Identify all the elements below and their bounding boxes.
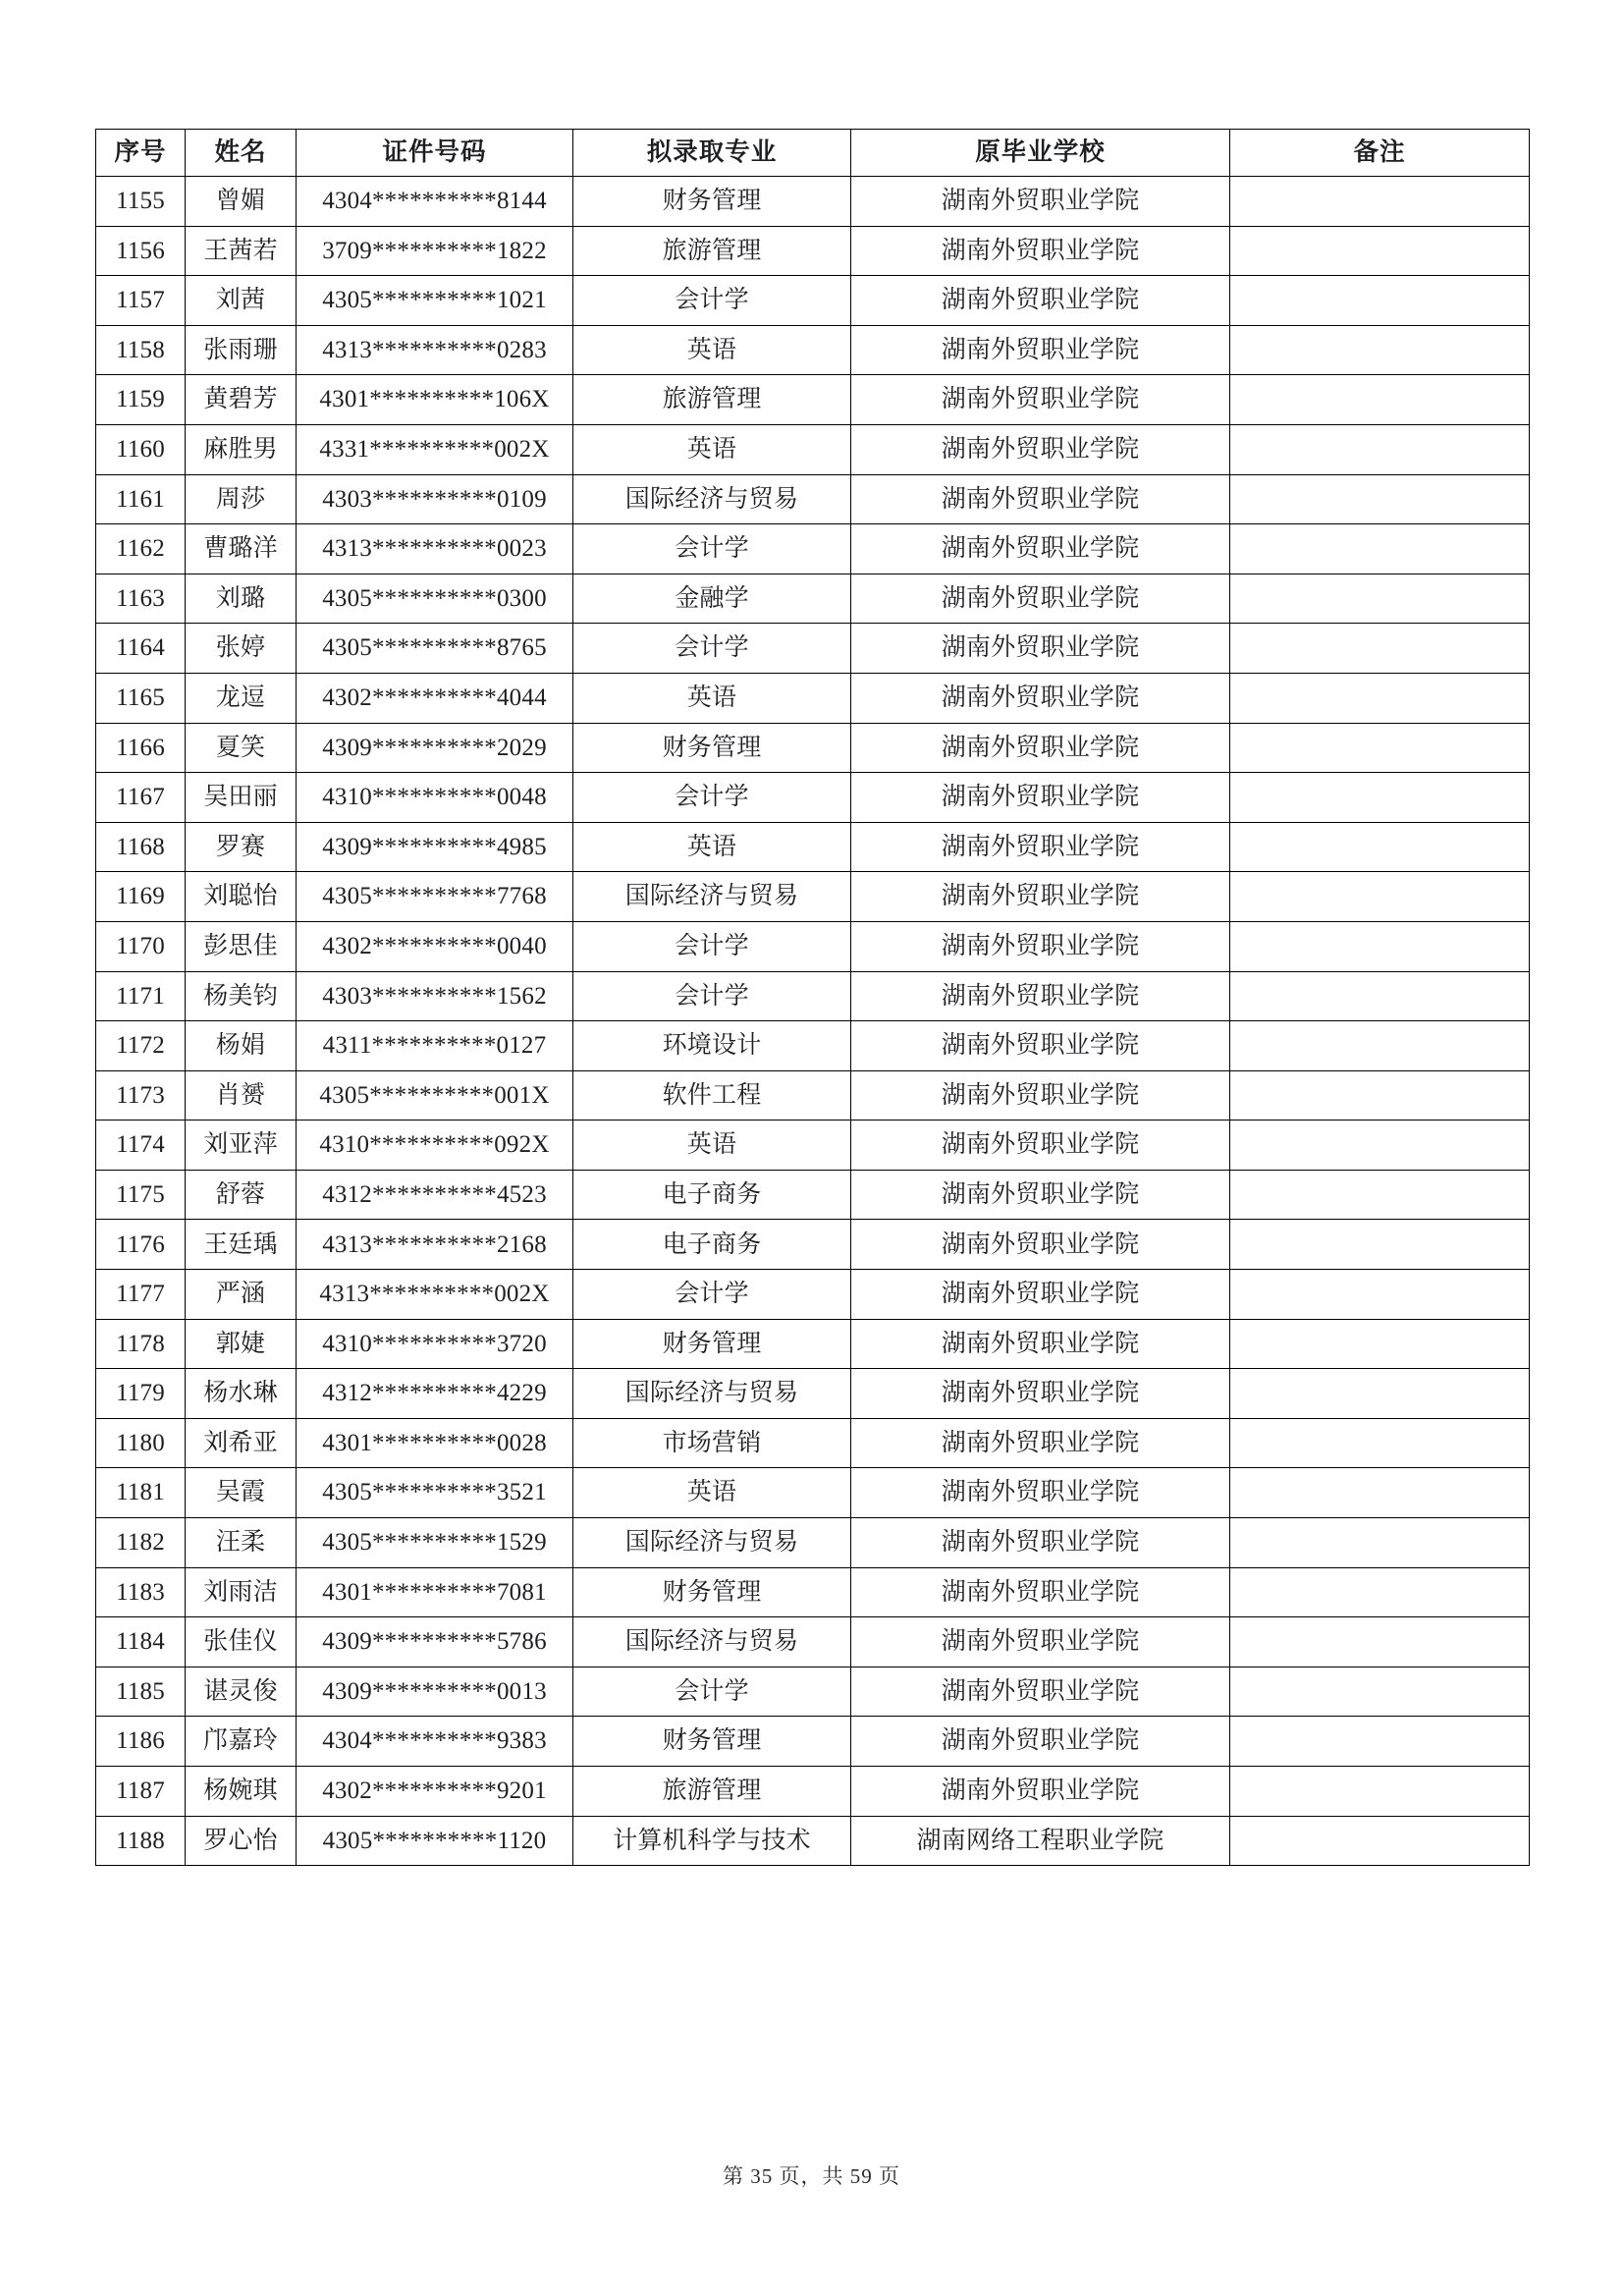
cell-school: 湖南外贸职业学院 — [851, 424, 1230, 474]
cell-remark — [1230, 1170, 1530, 1220]
table-row — [96, 1468, 1530, 1518]
cell-major: 英语 — [573, 1468, 851, 1518]
cell-seq: 1177 — [96, 1270, 186, 1320]
cell-major: 财务管理 — [573, 177, 851, 227]
table-row — [96, 1518, 1530, 1568]
cell-seq: 1182 — [96, 1518, 186, 1568]
cell-remark — [1230, 1767, 1530, 1817]
cell-seq: 1168 — [96, 822, 186, 872]
cell-name: 刘雨洁 — [186, 1567, 297, 1617]
table-row — [96, 424, 1530, 474]
cell-remark — [1230, 1518, 1530, 1568]
cell-name: 罗赛 — [186, 822, 297, 872]
cell-seq: 1165 — [96, 673, 186, 723]
cell-major: 国际经济与贸易 — [573, 1617, 851, 1667]
cell-id: 4310**********3720 — [297, 1319, 573, 1369]
cell-name: 刘茜 — [186, 276, 297, 326]
table-row — [96, 474, 1530, 524]
cell-name: 刘亚萍 — [186, 1121, 297, 1171]
cell-seq: 1157 — [96, 276, 186, 326]
cell-remark — [1230, 723, 1530, 773]
cell-name: 麻胜男 — [186, 424, 297, 474]
roster-table-container — [95, 129, 1529, 1866]
cell-name: 郭婕 — [186, 1319, 297, 1369]
cell-seq: 1188 — [96, 1816, 186, 1866]
cell-seq: 1178 — [96, 1319, 186, 1369]
cell-seq: 1161 — [96, 474, 186, 524]
cell-id: 3709**********1822 — [297, 226, 573, 276]
cell-id: 4305**********1529 — [297, 1518, 573, 1568]
cell-name: 杨婉琪 — [186, 1767, 297, 1817]
table-row — [96, 673, 1530, 723]
cell-id: 4305**********001X — [297, 1070, 573, 1121]
cell-name: 杨水琳 — [186, 1369, 297, 1419]
cell-id: 4311**********0127 — [297, 1021, 573, 1071]
cell-remark — [1230, 1468, 1530, 1518]
cell-id: 4302**********0040 — [297, 921, 573, 971]
cell-major: 国际经济与贸易 — [573, 1369, 851, 1419]
cell-id: 4313**********2168 — [297, 1220, 573, 1270]
cell-seq: 1179 — [96, 1369, 186, 1419]
table-row — [96, 1617, 1530, 1667]
cell-seq: 1171 — [96, 971, 186, 1021]
column-header-id: 证件号码 — [297, 130, 573, 177]
cell-name: 汪柔 — [186, 1518, 297, 1568]
table-row — [96, 325, 1530, 375]
cell-school: 湖南外贸职业学院 — [851, 1319, 1230, 1369]
cell-id: 4301**********0028 — [297, 1418, 573, 1468]
table-row — [96, 276, 1530, 326]
cell-name: 杨美钧 — [186, 971, 297, 1021]
cell-major: 英语 — [573, 325, 851, 375]
table-row — [96, 226, 1530, 276]
cell-major: 会计学 — [573, 1270, 851, 1320]
cell-school: 湖南外贸职业学院 — [851, 1667, 1230, 1717]
cell-id: 4310**********092X — [297, 1121, 573, 1171]
cell-seq: 1173 — [96, 1070, 186, 1121]
cell-school: 湖南外贸职业学院 — [851, 1070, 1230, 1121]
cell-remark — [1230, 474, 1530, 524]
cell-seq: 1172 — [96, 1021, 186, 1071]
cell-seq: 1159 — [96, 375, 186, 425]
table-row — [96, 524, 1530, 574]
cell-name: 黄碧芳 — [186, 375, 297, 425]
cell-seq: 1176 — [96, 1220, 186, 1270]
cell-major: 市场营销 — [573, 1418, 851, 1468]
cell-seq: 1181 — [96, 1468, 186, 1518]
cell-name: 邝嘉玲 — [186, 1717, 297, 1767]
cell-id: 4331**********002X — [297, 424, 573, 474]
cell-remark — [1230, 1567, 1530, 1617]
cell-seq: 1180 — [96, 1418, 186, 1468]
cell-seq: 1164 — [96, 624, 186, 674]
cell-seq: 1170 — [96, 921, 186, 971]
cell-id: 4302**********9201 — [297, 1767, 573, 1817]
cell-id: 4313**********0023 — [297, 524, 573, 574]
cell-id: 4305**********0300 — [297, 574, 573, 624]
cell-major: 英语 — [573, 673, 851, 723]
cell-remark — [1230, 673, 1530, 723]
table-row — [96, 971, 1530, 1021]
cell-remark — [1230, 177, 1530, 227]
cell-school: 湖南外贸职业学院 — [851, 1170, 1230, 1220]
cell-name: 曾媚 — [186, 177, 297, 227]
table-row — [96, 1369, 1530, 1419]
cell-major: 旅游管理 — [573, 375, 851, 425]
cell-school: 湖南外贸职业学院 — [851, 276, 1230, 326]
cell-school: 湖南外贸职业学院 — [851, 872, 1230, 922]
cell-id: 4305**********8765 — [297, 624, 573, 674]
cell-remark — [1230, 1418, 1530, 1468]
cell-school: 湖南外贸职业学院 — [851, 177, 1230, 227]
cell-id: 4313**********002X — [297, 1270, 573, 1320]
cell-id: 4305**********3521 — [297, 1468, 573, 1518]
cell-id: 4301**********106X — [297, 375, 573, 425]
cell-id: 4304**********9383 — [297, 1717, 573, 1767]
cell-major: 财务管理 — [573, 1717, 851, 1767]
cell-school: 湖南外贸职业学院 — [851, 1021, 1230, 1071]
cell-id: 4305**********1021 — [297, 276, 573, 326]
cell-remark — [1230, 1319, 1530, 1369]
cell-school: 湖南外贸职业学院 — [851, 1270, 1230, 1320]
cell-seq: 1163 — [96, 574, 186, 624]
cell-major: 旅游管理 — [573, 226, 851, 276]
cell-school: 湖南外贸职业学院 — [851, 1567, 1230, 1617]
cell-remark — [1230, 624, 1530, 674]
cell-remark — [1230, 574, 1530, 624]
cell-school: 湖南外贸职业学院 — [851, 1220, 1230, 1270]
table-row — [96, 1319, 1530, 1369]
cell-school: 湖南外贸职业学院 — [851, 375, 1230, 425]
cell-remark — [1230, 1667, 1530, 1717]
page-footer-text: 第 35 页，共 59 页 — [723, 2164, 900, 2188]
cell-major: 软件工程 — [573, 1070, 851, 1121]
cell-school: 湖南外贸职业学院 — [851, 325, 1230, 375]
cell-school: 湖南外贸职业学院 — [851, 1369, 1230, 1419]
table-row — [96, 822, 1530, 872]
cell-name: 王茜若 — [186, 226, 297, 276]
cell-id: 4312**********4523 — [297, 1170, 573, 1220]
cell-name: 张婷 — [186, 624, 297, 674]
cell-remark — [1230, 375, 1530, 425]
table-row — [96, 375, 1530, 425]
column-header-name: 姓名 — [186, 130, 297, 177]
cell-seq: 1158 — [96, 325, 186, 375]
cell-school: 湖南外贸职业学院 — [851, 1518, 1230, 1568]
cell-major: 财务管理 — [573, 1319, 851, 1369]
cell-name: 严涵 — [186, 1270, 297, 1320]
cell-major: 英语 — [573, 1121, 851, 1171]
table-row — [96, 872, 1530, 922]
table-row — [96, 624, 1530, 674]
cell-major: 电子商务 — [573, 1220, 851, 1270]
table-row — [96, 1270, 1530, 1320]
table-row — [96, 773, 1530, 823]
cell-name: 曹璐洋 — [186, 524, 297, 574]
table-row — [96, 1021, 1530, 1071]
table-row — [96, 723, 1530, 773]
cell-name: 王廷瑀 — [186, 1220, 297, 1270]
cell-major: 英语 — [573, 424, 851, 474]
cell-school: 湖南外贸职业学院 — [851, 773, 1230, 823]
cell-major: 会计学 — [573, 971, 851, 1021]
cell-school: 湖南外贸职业学院 — [851, 524, 1230, 574]
table-row — [96, 1767, 1530, 1817]
cell-seq: 1167 — [96, 773, 186, 823]
cell-remark — [1230, 773, 1530, 823]
cell-seq: 1183 — [96, 1567, 186, 1617]
cell-school: 湖南外贸职业学院 — [851, 822, 1230, 872]
cell-name: 张佳仪 — [186, 1617, 297, 1667]
cell-school: 湖南外贸职业学院 — [851, 1617, 1230, 1667]
admission-roster-table — [95, 129, 1530, 1866]
cell-id: 4309**********5786 — [297, 1617, 573, 1667]
cell-school: 湖南外贸职业学院 — [851, 1468, 1230, 1518]
cell-school: 湖南外贸职业学院 — [851, 624, 1230, 674]
cell-remark — [1230, 822, 1530, 872]
cell-id: 4309**********2029 — [297, 723, 573, 773]
cell-name: 刘璐 — [186, 574, 297, 624]
cell-seq: 1184 — [96, 1617, 186, 1667]
cell-major: 会计学 — [573, 524, 851, 574]
cell-school: 湖南外贸职业学院 — [851, 1418, 1230, 1468]
cell-name: 刘希亚 — [186, 1418, 297, 1468]
table-row — [96, 1170, 1530, 1220]
cell-seq: 1186 — [96, 1717, 186, 1767]
cell-major: 会计学 — [573, 624, 851, 674]
table-row — [96, 1121, 1530, 1171]
cell-school: 湖南外贸职业学院 — [851, 1717, 1230, 1767]
cell-remark — [1230, 1816, 1530, 1866]
table-row — [96, 574, 1530, 624]
table-row — [96, 1418, 1530, 1468]
table-header-row — [96, 130, 1530, 177]
cell-seq: 1156 — [96, 226, 186, 276]
cell-id: 4313**********0283 — [297, 325, 573, 375]
cell-seq: 1162 — [96, 524, 186, 574]
cell-id: 4305**********7768 — [297, 872, 573, 922]
cell-school: 湖南外贸职业学院 — [851, 921, 1230, 971]
page-footer — [0, 2160, 1623, 2190]
cell-name: 罗心怡 — [186, 1816, 297, 1866]
table-row — [96, 1667, 1530, 1717]
cell-remark — [1230, 1717, 1530, 1767]
table-row — [96, 1567, 1530, 1617]
cell-major: 会计学 — [573, 1667, 851, 1717]
cell-id: 4302**********4044 — [297, 673, 573, 723]
cell-id: 4303**********1562 — [297, 971, 573, 1021]
cell-name: 龙逗 — [186, 673, 297, 723]
cell-remark — [1230, 1270, 1530, 1320]
cell-school: 湖南外贸职业学院 — [851, 673, 1230, 723]
cell-remark — [1230, 1121, 1530, 1171]
cell-major: 会计学 — [573, 773, 851, 823]
cell-name: 肖赟 — [186, 1070, 297, 1121]
table-row — [96, 921, 1530, 971]
cell-remark — [1230, 872, 1530, 922]
cell-name: 周莎 — [186, 474, 297, 524]
cell-remark — [1230, 1369, 1530, 1419]
table-row — [96, 1220, 1530, 1270]
cell-remark — [1230, 1021, 1530, 1071]
table-row — [96, 177, 1530, 227]
cell-remark — [1230, 1617, 1530, 1667]
table-row — [96, 1717, 1530, 1767]
cell-name: 谌灵俊 — [186, 1667, 297, 1717]
cell-school: 湖南外贸职业学院 — [851, 474, 1230, 524]
table-header — [96, 130, 1530, 177]
cell-major: 财务管理 — [573, 723, 851, 773]
cell-name: 吴霞 — [186, 1468, 297, 1518]
cell-id: 4309**********0013 — [297, 1667, 573, 1717]
cell-name: 张雨珊 — [186, 325, 297, 375]
cell-major: 计算机科学与技术 — [573, 1816, 851, 1866]
cell-id: 4301**********7081 — [297, 1567, 573, 1617]
table-row — [96, 1816, 1530, 1866]
column-header-seq: 序号 — [96, 130, 186, 177]
cell-seq: 1169 — [96, 872, 186, 922]
cell-major: 电子商务 — [573, 1170, 851, 1220]
cell-id: 4304**********8144 — [297, 177, 573, 227]
cell-remark — [1230, 276, 1530, 326]
cell-remark — [1230, 325, 1530, 375]
cell-seq: 1166 — [96, 723, 186, 773]
cell-school: 湖南网络工程职业学院 — [851, 1816, 1230, 1866]
cell-school: 湖南外贸职业学院 — [851, 1121, 1230, 1171]
cell-major: 会计学 — [573, 921, 851, 971]
cell-remark — [1230, 1070, 1530, 1121]
cell-name: 彭思佳 — [186, 921, 297, 971]
cell-school: 湖南外贸职业学院 — [851, 574, 1230, 624]
cell-id: 4309**********4985 — [297, 822, 573, 872]
cell-remark — [1230, 524, 1530, 574]
cell-major: 国际经济与贸易 — [573, 474, 851, 524]
cell-remark — [1230, 921, 1530, 971]
cell-name: 舒蓉 — [186, 1170, 297, 1220]
cell-remark — [1230, 971, 1530, 1021]
cell-major: 金融学 — [573, 574, 851, 624]
cell-major: 英语 — [573, 822, 851, 872]
cell-school: 湖南外贸职业学院 — [851, 1767, 1230, 1817]
cell-school: 湖南外贸职业学院 — [851, 723, 1230, 773]
cell-major: 国际经济与贸易 — [573, 872, 851, 922]
cell-id: 4310**********0048 — [297, 773, 573, 823]
table-row — [96, 1070, 1530, 1121]
cell-major: 财务管理 — [573, 1567, 851, 1617]
table-body — [96, 177, 1530, 1866]
cell-seq: 1185 — [96, 1667, 186, 1717]
cell-remark — [1230, 1220, 1530, 1270]
cell-remark — [1230, 424, 1530, 474]
column-header-major: 拟录取专业 — [573, 130, 851, 177]
cell-name: 吴田丽 — [186, 773, 297, 823]
cell-major: 会计学 — [573, 276, 851, 326]
cell-major: 国际经济与贸易 — [573, 1518, 851, 1568]
cell-id: 4303**********0109 — [297, 474, 573, 524]
cell-seq: 1174 — [96, 1121, 186, 1171]
cell-major: 环境设计 — [573, 1021, 851, 1071]
cell-name: 夏笑 — [186, 723, 297, 773]
cell-name: 刘聪怡 — [186, 872, 297, 922]
column-header-remark: 备注 — [1230, 130, 1530, 177]
cell-remark — [1230, 226, 1530, 276]
cell-seq: 1175 — [96, 1170, 186, 1220]
cell-seq: 1160 — [96, 424, 186, 474]
cell-name: 杨娟 — [186, 1021, 297, 1071]
cell-id: 4312**********4229 — [297, 1369, 573, 1419]
cell-school: 湖南外贸职业学院 — [851, 226, 1230, 276]
cell-seq: 1155 — [96, 177, 186, 227]
cell-seq: 1187 — [96, 1767, 186, 1817]
column-header-school: 原毕业学校 — [851, 130, 1230, 177]
cell-school: 湖南外贸职业学院 — [851, 971, 1230, 1021]
cell-id: 4305**********1120 — [297, 1816, 573, 1866]
cell-major: 旅游管理 — [573, 1767, 851, 1817]
